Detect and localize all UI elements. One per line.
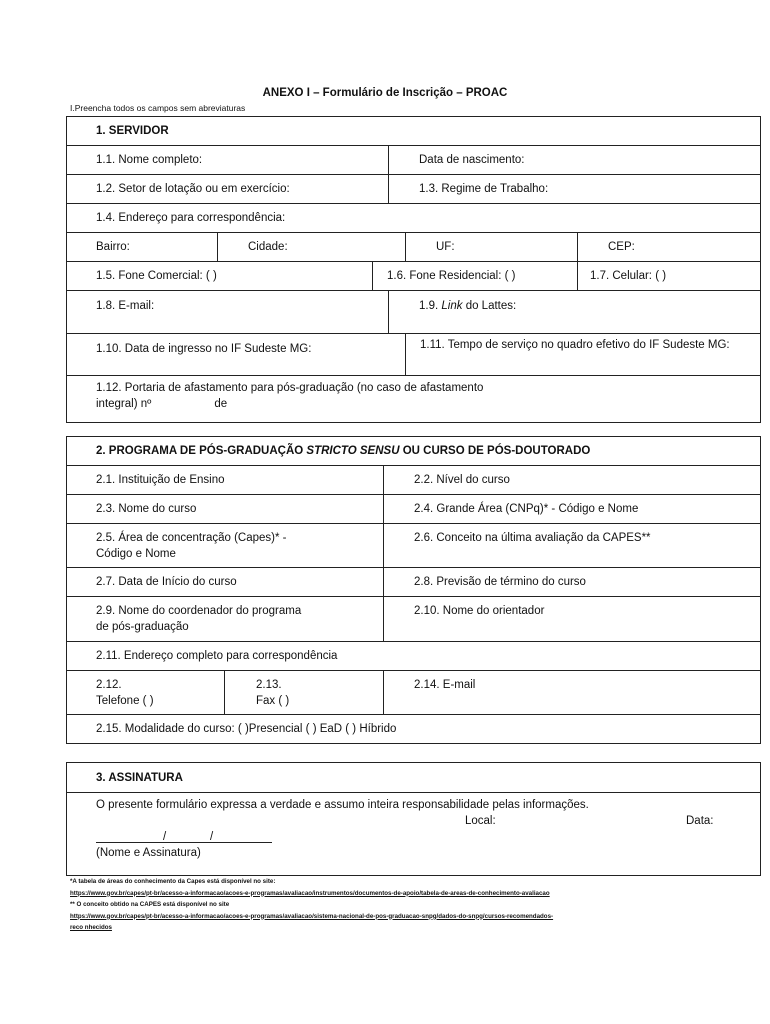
signature-block: [67, 793, 761, 876]
field-cidade[interactable]: Cidade:: [218, 233, 406, 262]
field-tempo-servico[interactable]: 1.11. Tempo de serviço no quadro efetivo do IF Sudeste MG:: [406, 334, 761, 376]
field-endereco-completo[interactable]: 2.11. Endereço completo para correspondência: [67, 642, 761, 671]
field-instituicao-ensino[interactable]: 2.1. Instituição de Ensino: [67, 466, 384, 495]
field-celular[interactable]: 1.7. Celular: ( ): [578, 262, 761, 291]
field-coordenador[interactable]: 2.9. Nome do coordenador do programa de pós-graduação: [67, 597, 384, 642]
field-nome-completo[interactable]: 1.1. Nome completo:: [67, 146, 389, 175]
document-subtitle: I.Preencha todos os campos sem abreviaturas: [70, 103, 246, 113]
field-orientador[interactable]: 2.10. Nome do orientador: [384, 597, 761, 642]
document-title: ANEXO I – Formulário de Inscrição – PROAC: [262, 87, 508, 99]
footnote-link-areas[interactable]: https://www.gov.br/capes/pt-br/acesso-a-informacao/acoes-e-programas/avaliacao/instrumentos/documentos-de-apoio/tabela-de-areas-de-conhecimento-avaliacao: [70, 889, 550, 897]
field-conceito-capes[interactable]: 2.6. Conceito na última avaliação da CAPES**: [384, 524, 761, 568]
nome-assinatura-label: (Nome e Assinatura): [96, 847, 201, 859]
field-portaria-afastamento[interactable]: 1.12. Portaria de afastamento para pós-graduação (no caso de afastamento integral) nº de: [67, 376, 761, 423]
field-telefone[interactable]: 2.12. Telefone ( ): [67, 671, 225, 715]
field-email-programa[interactable]: 2.14. E-mail: [384, 671, 761, 715]
field-area-concentracao[interactable]: 2.5. Área de concentração (Capes)* - Código e Nome: [67, 524, 384, 568]
section-servidor: [66, 116, 761, 423]
section-assinatura: [66, 762, 761, 876]
local-field[interactable]: Local:: [465, 815, 496, 827]
section-3-header: 3. ASSINATURA: [67, 763, 761, 793]
lattes-link-word: Link: [441, 300, 463, 312]
field-email[interactable]: 1.8. E-mail:: [67, 291, 389, 334]
field-data-inicio[interactable]: 2.7. Data de Início do curso: [67, 568, 384, 597]
field-fax[interactable]: 2.13. Fax ( ): [225, 671, 384, 715]
section-1-header: 1. SERVIDOR: [67, 117, 761, 146]
field-setor-lotacao[interactable]: 1.2. Setor de lotação ou em exercício:: [67, 175, 389, 204]
date-field[interactable]: Data:: [686, 815, 714, 827]
field-grande-area[interactable]: 2.4. Grande Área (CNPq)* - Código e Nome: [384, 495, 761, 524]
field-endereco-correspondencia[interactable]: 1.4. Endereço para correspondência:: [67, 204, 761, 233]
field-data-nascimento[interactable]: Data de nascimento:: [389, 146, 761, 175]
declaracao-text: O presente formulário expressa a verdade e assumo inteira responsabilidade pelas informações.: [96, 799, 589, 811]
footnote-link-cursos-cont[interactable]: reco nhecidos: [70, 924, 112, 931]
field-fone-residencial[interactable]: 1.6. Fone Residencial: ( ): [373, 262, 578, 291]
field-regime-trabalho[interactable]: 1.3. Regime de Trabalho:: [389, 175, 761, 204]
section-2-header: 2. PROGRAMA DE PÓS-GRADUAÇÃO STRICTO SENSU OU CURSO DE PÓS-DOUTORADO: [67, 437, 761, 466]
field-fone-comercial[interactable]: 1.5. Fone Comercial: ( ): [67, 262, 373, 291]
field-uf[interactable]: UF:: [406, 233, 578, 262]
field-modalidade[interactable]: 2.15. Modalidade do curso: ( )Presencial ( ) EaD ( ) Híbrido: [67, 715, 761, 744]
footnote-link-cursos[interactable]: https://www.gov.br/capes/pt-br/acesso-a-informacao/acoes-e-programas/avaliacao/sistema-nacional-de-pos-graduacao-snpg/dados-do-snpg/cursos-recomendados-: [70, 912, 554, 920]
signature-line[interactable]: / /: [96, 829, 752, 845]
footnote-conceito: ** O conceito obtido na CAPES está disponível no site: [70, 901, 230, 908]
field-lattes[interactable]: 1.9. Link do Lattes:: [389, 291, 761, 334]
section-programa-pos-graduacao: [66, 436, 761, 744]
field-bairro[interactable]: Bairro:: [67, 233, 218, 262]
footnotes: [70, 876, 710, 934]
field-previsao-termino[interactable]: 2.8. Previsão de término do curso: [384, 568, 761, 597]
field-cep[interactable]: CEP:: [578, 233, 761, 262]
field-data-ingresso[interactable]: 1.10. Data de ingresso no IF Sudeste MG:: [67, 334, 406, 376]
field-nome-curso[interactable]: 2.3. Nome do curso: [67, 495, 384, 524]
field-nivel-curso[interactable]: 2.2. Nível do curso: [384, 466, 761, 495]
footnote-areas: *A tabela de áreas do conhecimento da Capes está disponível no site:: [70, 878, 276, 885]
